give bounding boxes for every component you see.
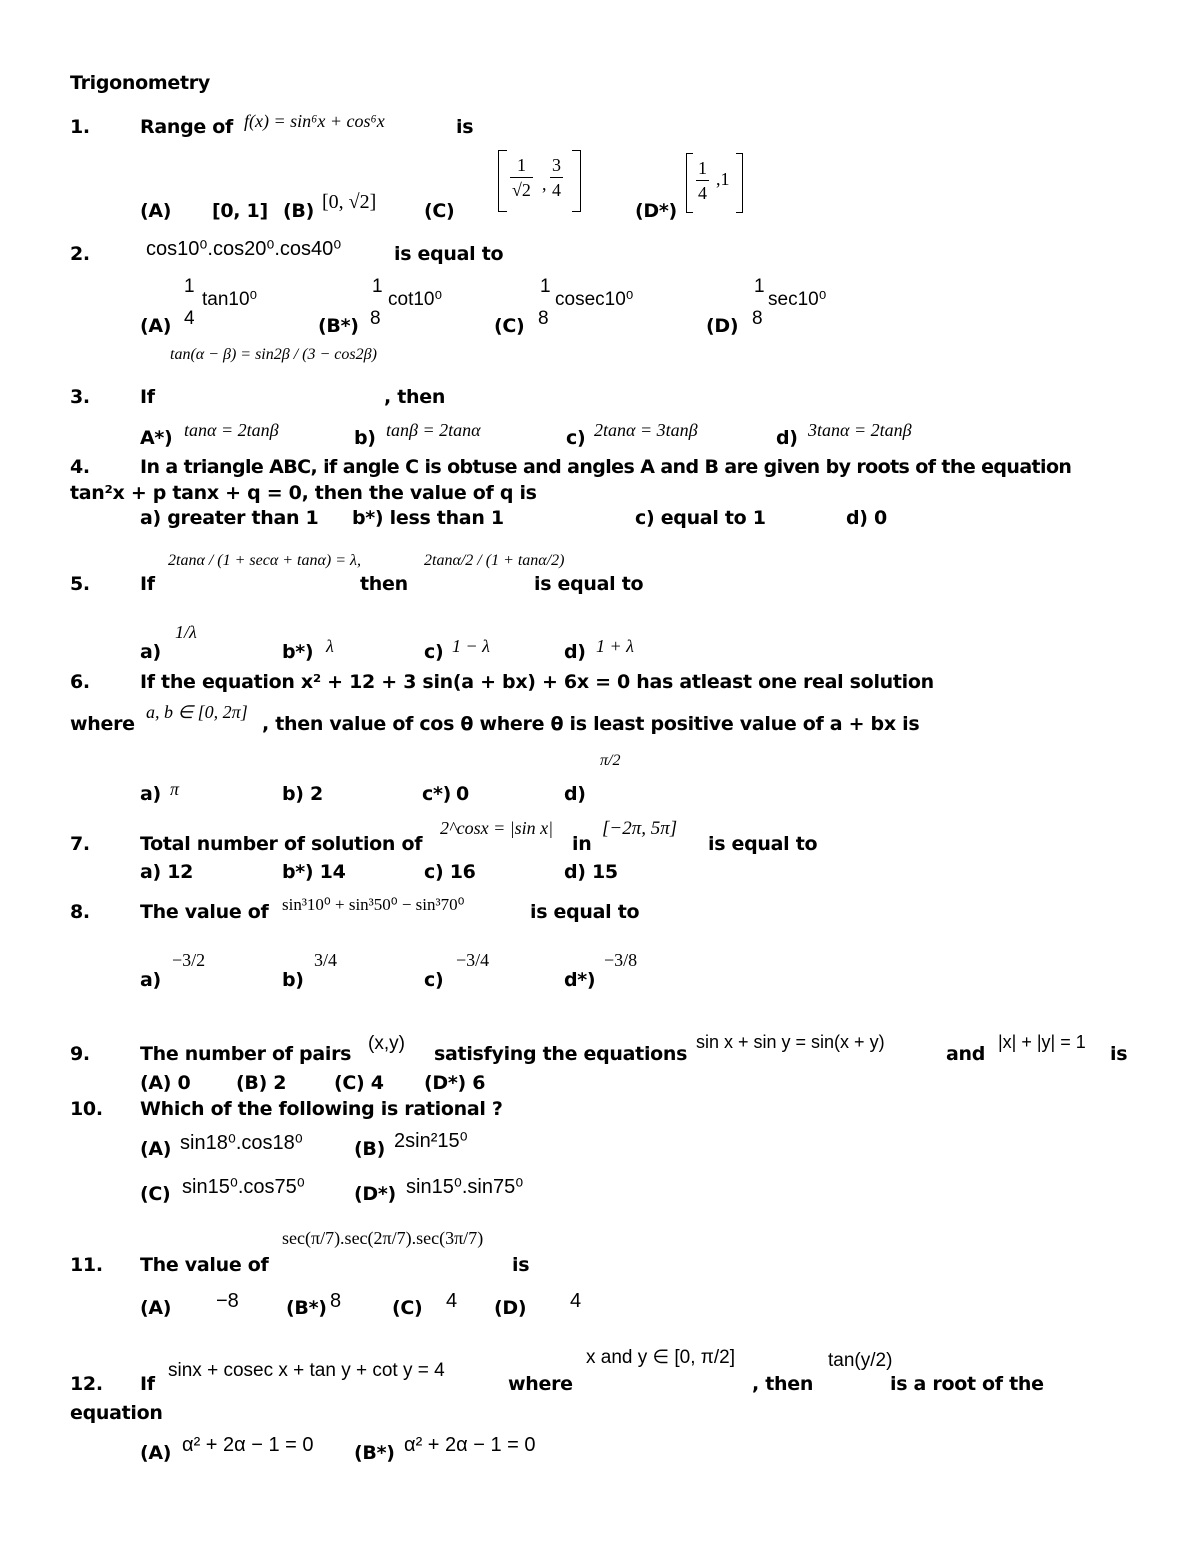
option-label: (A) xyxy=(140,1072,172,1094)
question-where: where xyxy=(70,713,135,735)
option-coef: 4 xyxy=(184,308,195,329)
option xyxy=(282,861,346,883)
math-expression: 2tanα/2 / (1 + tanα/2) xyxy=(424,552,565,569)
question-text-line2: , then value of cos θ where θ is least positive value of a + bx is xyxy=(262,713,920,735)
option xyxy=(424,1072,485,1094)
question-where: where xyxy=(508,1373,573,1395)
question-number: 6. xyxy=(70,671,90,693)
question-number: 9. xyxy=(70,1043,90,1065)
question-number: 5. xyxy=(70,573,90,595)
option xyxy=(846,507,887,529)
math-root: tan(y/2) xyxy=(828,1350,893,1371)
option-label: A*) xyxy=(140,427,173,449)
option-coef: 1 xyxy=(372,276,383,297)
question-text: The value of xyxy=(140,901,269,923)
option-value: 2 xyxy=(310,783,323,805)
option-coef: 8 xyxy=(752,308,763,329)
option xyxy=(424,861,476,883)
option-value: 0 xyxy=(177,1072,191,1094)
option-value: tanβ = 2tanα xyxy=(386,420,481,440)
option-label: (A) xyxy=(140,1442,172,1464)
option-value: −8 xyxy=(216,1290,239,1312)
option-value: π xyxy=(170,779,180,799)
option-value: 3tanα = 2tanβ xyxy=(808,420,912,440)
option-label: (B*) xyxy=(286,1297,327,1319)
option-coef: 8 xyxy=(538,308,549,329)
option-coef: 1 xyxy=(184,276,195,297)
math-expression: 2^cosx = |sin x| xyxy=(440,818,554,838)
option-label: d*) xyxy=(564,969,596,991)
math-expression: cos10⁰.cos20⁰.cos40⁰ xyxy=(146,238,342,260)
option-value: tanα = 2tanβ xyxy=(184,420,279,440)
question-text: If the equation x² + 12 + 3 sin(a + bx) + 6x = 0 has atleast one real solution xyxy=(140,671,934,693)
option-value: 2sin²15⁰ xyxy=(394,1130,468,1152)
option-label: b*) xyxy=(352,507,384,529)
option-value: 1 + λ xyxy=(596,636,634,656)
option xyxy=(140,507,318,529)
option-label: d) xyxy=(846,507,868,529)
option-value: λ xyxy=(326,636,334,656)
question-text: In a triangle ABC, if angle C is obtuse and angles A and B are given by roots of the equation xyxy=(140,456,1072,478)
question-text: If xyxy=(140,386,155,408)
option-label: b*) xyxy=(282,641,314,663)
option-label: (C) xyxy=(494,315,525,337)
question-tail: is xyxy=(1110,1043,1128,1065)
option-value: 1/λ xyxy=(175,622,197,642)
option-label: a) xyxy=(140,641,161,663)
option-label: c) xyxy=(424,861,444,883)
option-label: (A) xyxy=(140,200,172,222)
question-mid: satisfying the equations xyxy=(434,1043,688,1065)
option-value: [0, √2] xyxy=(322,191,377,213)
question-text: Which of the following is rational ? xyxy=(140,1098,503,1120)
option-label: (C) xyxy=(392,1297,423,1319)
option-label: (C) xyxy=(424,200,455,222)
option-value: α² + 2α − 1 = 0 xyxy=(182,1434,314,1456)
option-label: c) xyxy=(635,507,655,529)
option-label: (B) xyxy=(236,1072,267,1094)
option xyxy=(140,1072,190,1094)
option xyxy=(236,1072,286,1094)
bracket-left xyxy=(498,150,507,212)
option xyxy=(140,861,193,883)
option-label: c) xyxy=(566,427,586,449)
question-number: 4. xyxy=(70,456,90,478)
question-text: If xyxy=(140,573,155,595)
option-value: tan10⁰ xyxy=(202,289,258,310)
math-expression: f(x) = sin⁶x + cos⁶x xyxy=(244,111,385,131)
question-text: If xyxy=(140,1373,155,1395)
fraction: 1 4 xyxy=(698,158,707,203)
option-value: 2tanα = 3tanβ xyxy=(594,420,698,440)
option-value: 4 xyxy=(370,1072,384,1094)
math-expression: 2tanα / (1 + secα + tanα) = λ, xyxy=(168,552,361,569)
math-condition: x and y ∈ [0, π/2] xyxy=(586,1347,736,1368)
option xyxy=(635,507,766,529)
option-value: 0 xyxy=(874,507,887,529)
option-label: (B*) xyxy=(318,315,359,337)
option-coef: 1 xyxy=(540,276,551,297)
option-label: b) xyxy=(354,427,376,449)
question-number: 7. xyxy=(70,833,90,855)
bracket-right xyxy=(572,150,581,212)
question-text-line2: equation xyxy=(70,1402,163,1424)
math-expression: sin³10⁰ + sin³50⁰ − sin³70⁰ xyxy=(282,895,465,914)
option-value: 6 xyxy=(472,1072,486,1094)
page-title: Trigonometry xyxy=(70,72,210,94)
option-label: d) xyxy=(564,861,586,883)
option-label: a) xyxy=(140,861,161,883)
option-value: π/2 xyxy=(600,752,621,769)
option-label: c*) xyxy=(422,783,451,805)
option-value: 0 xyxy=(456,783,469,805)
question-text: Range of xyxy=(140,116,233,138)
option-value: α² + 2α − 1 = 0 xyxy=(404,1434,536,1456)
option-label: (A) xyxy=(140,315,172,337)
question-number: 8. xyxy=(70,901,90,923)
option-value: cot10⁰ xyxy=(388,289,443,310)
option-label: b) xyxy=(282,969,304,991)
math-expression: sec(π/7).sec(2π/7).sec(3π/7) xyxy=(282,1228,484,1248)
option-label: (C) xyxy=(334,1072,365,1094)
option xyxy=(334,1072,384,1094)
math-expression: sin x + sin y = sin(x + y) xyxy=(696,1032,885,1052)
option-value: sin15⁰.sin75⁰ xyxy=(406,1176,524,1198)
option-label: (D*) xyxy=(424,1072,466,1094)
option-value: sin18⁰.cos18⁰ xyxy=(180,1132,303,1154)
option-value: less than 1 xyxy=(389,507,504,529)
math-expression: |x| + |y| = 1 xyxy=(998,1032,1086,1052)
question-tail: is equal to xyxy=(530,901,640,923)
option-label: d) xyxy=(776,427,798,449)
option-label: b) xyxy=(282,783,304,805)
question-mid: in xyxy=(572,833,592,855)
fraction: 3 4 xyxy=(552,155,561,200)
question-tail: , then xyxy=(384,386,446,408)
option-value: 8 xyxy=(330,1290,342,1312)
option-value: 15 xyxy=(592,861,618,883)
option-label: (D) xyxy=(706,315,739,337)
question-tail: is equal to xyxy=(708,833,818,855)
option-value: sin15⁰.cos75⁰ xyxy=(182,1176,305,1198)
question-text: The value of xyxy=(140,1254,269,1276)
question-mid: , then xyxy=(752,1373,814,1395)
option-value: greater than 1 xyxy=(167,507,319,529)
option-value: −3/4 xyxy=(456,950,490,970)
option-label: b*) xyxy=(282,861,314,883)
option-value: [0, 1] xyxy=(212,200,268,222)
option-value: 16 xyxy=(449,861,476,883)
option-value: −3/8 xyxy=(604,950,638,970)
fraction: 1 √2 xyxy=(512,155,531,200)
question-number: 12. xyxy=(70,1373,103,1395)
option-value: 4 xyxy=(446,1290,458,1312)
math-expression: tan(α − β) = sin2β / (3 − cos2β) xyxy=(170,346,377,363)
option-value: 12 xyxy=(167,861,194,883)
option-label: a) xyxy=(140,783,161,805)
question-mid: then xyxy=(360,573,408,595)
math-interval: [−2π, 5π] xyxy=(602,818,678,839)
option-value: equal to 1 xyxy=(660,507,766,529)
math-expression: sinx + cosec x + tan y + cot y = 4 xyxy=(168,1360,445,1381)
option xyxy=(352,507,504,529)
option-label: (C) xyxy=(140,1183,171,1205)
option-label: (B) xyxy=(354,1138,385,1160)
option-label: d) xyxy=(564,641,586,663)
option-label: c) xyxy=(424,641,444,663)
option-value: 2 xyxy=(273,1072,287,1094)
question-text: The number of pairs xyxy=(140,1043,352,1065)
question-number: 1. xyxy=(70,116,90,138)
option-value: 3/4 xyxy=(314,950,338,970)
comma: , xyxy=(542,174,547,194)
option-label: (D) xyxy=(494,1297,527,1319)
option-coef: 1 xyxy=(754,276,765,297)
option-label: (D*) xyxy=(354,1183,396,1205)
option-label: a) xyxy=(140,969,161,991)
option-value: 1 − λ xyxy=(452,636,490,656)
question-number: 3. xyxy=(70,386,90,408)
option-value: cosec10⁰ xyxy=(555,289,634,310)
option-value: 4 xyxy=(570,1290,582,1312)
question-number: 10. xyxy=(70,1098,103,1120)
option-label: (A) xyxy=(140,1138,172,1160)
question-number: 11. xyxy=(70,1254,103,1276)
option-label: c) xyxy=(424,969,444,991)
math-pair: (x,y) xyxy=(368,1033,405,1054)
option-label: (D*) xyxy=(635,200,677,222)
option-label: d) xyxy=(564,783,586,805)
option-value: 14 xyxy=(319,861,346,883)
question-text-line2: tan²x + p tanx + q = 0, then the value of q is xyxy=(70,482,537,504)
option-label: (B) xyxy=(283,200,314,222)
question-number: 2. xyxy=(70,243,90,265)
option xyxy=(564,861,618,883)
option-coef: 8 xyxy=(370,308,381,329)
math-expression: a, b ∈ [0, 2π] xyxy=(146,702,248,722)
option-label: (A) xyxy=(140,1297,172,1319)
question-tail: is xyxy=(512,1254,530,1276)
option-label: a) xyxy=(140,507,161,529)
option-value: sec10⁰ xyxy=(768,289,827,310)
question-tail: is equal to xyxy=(534,573,644,595)
question-tail: is xyxy=(456,116,474,138)
question-text: Total number of solution of xyxy=(140,833,423,855)
option-label: (B*) xyxy=(354,1442,395,1464)
question-tail: is a root of the xyxy=(890,1373,1044,1395)
option-value: −3/2 xyxy=(172,950,206,970)
question-tail: is equal to xyxy=(394,243,504,265)
question-and: and xyxy=(946,1043,986,1065)
